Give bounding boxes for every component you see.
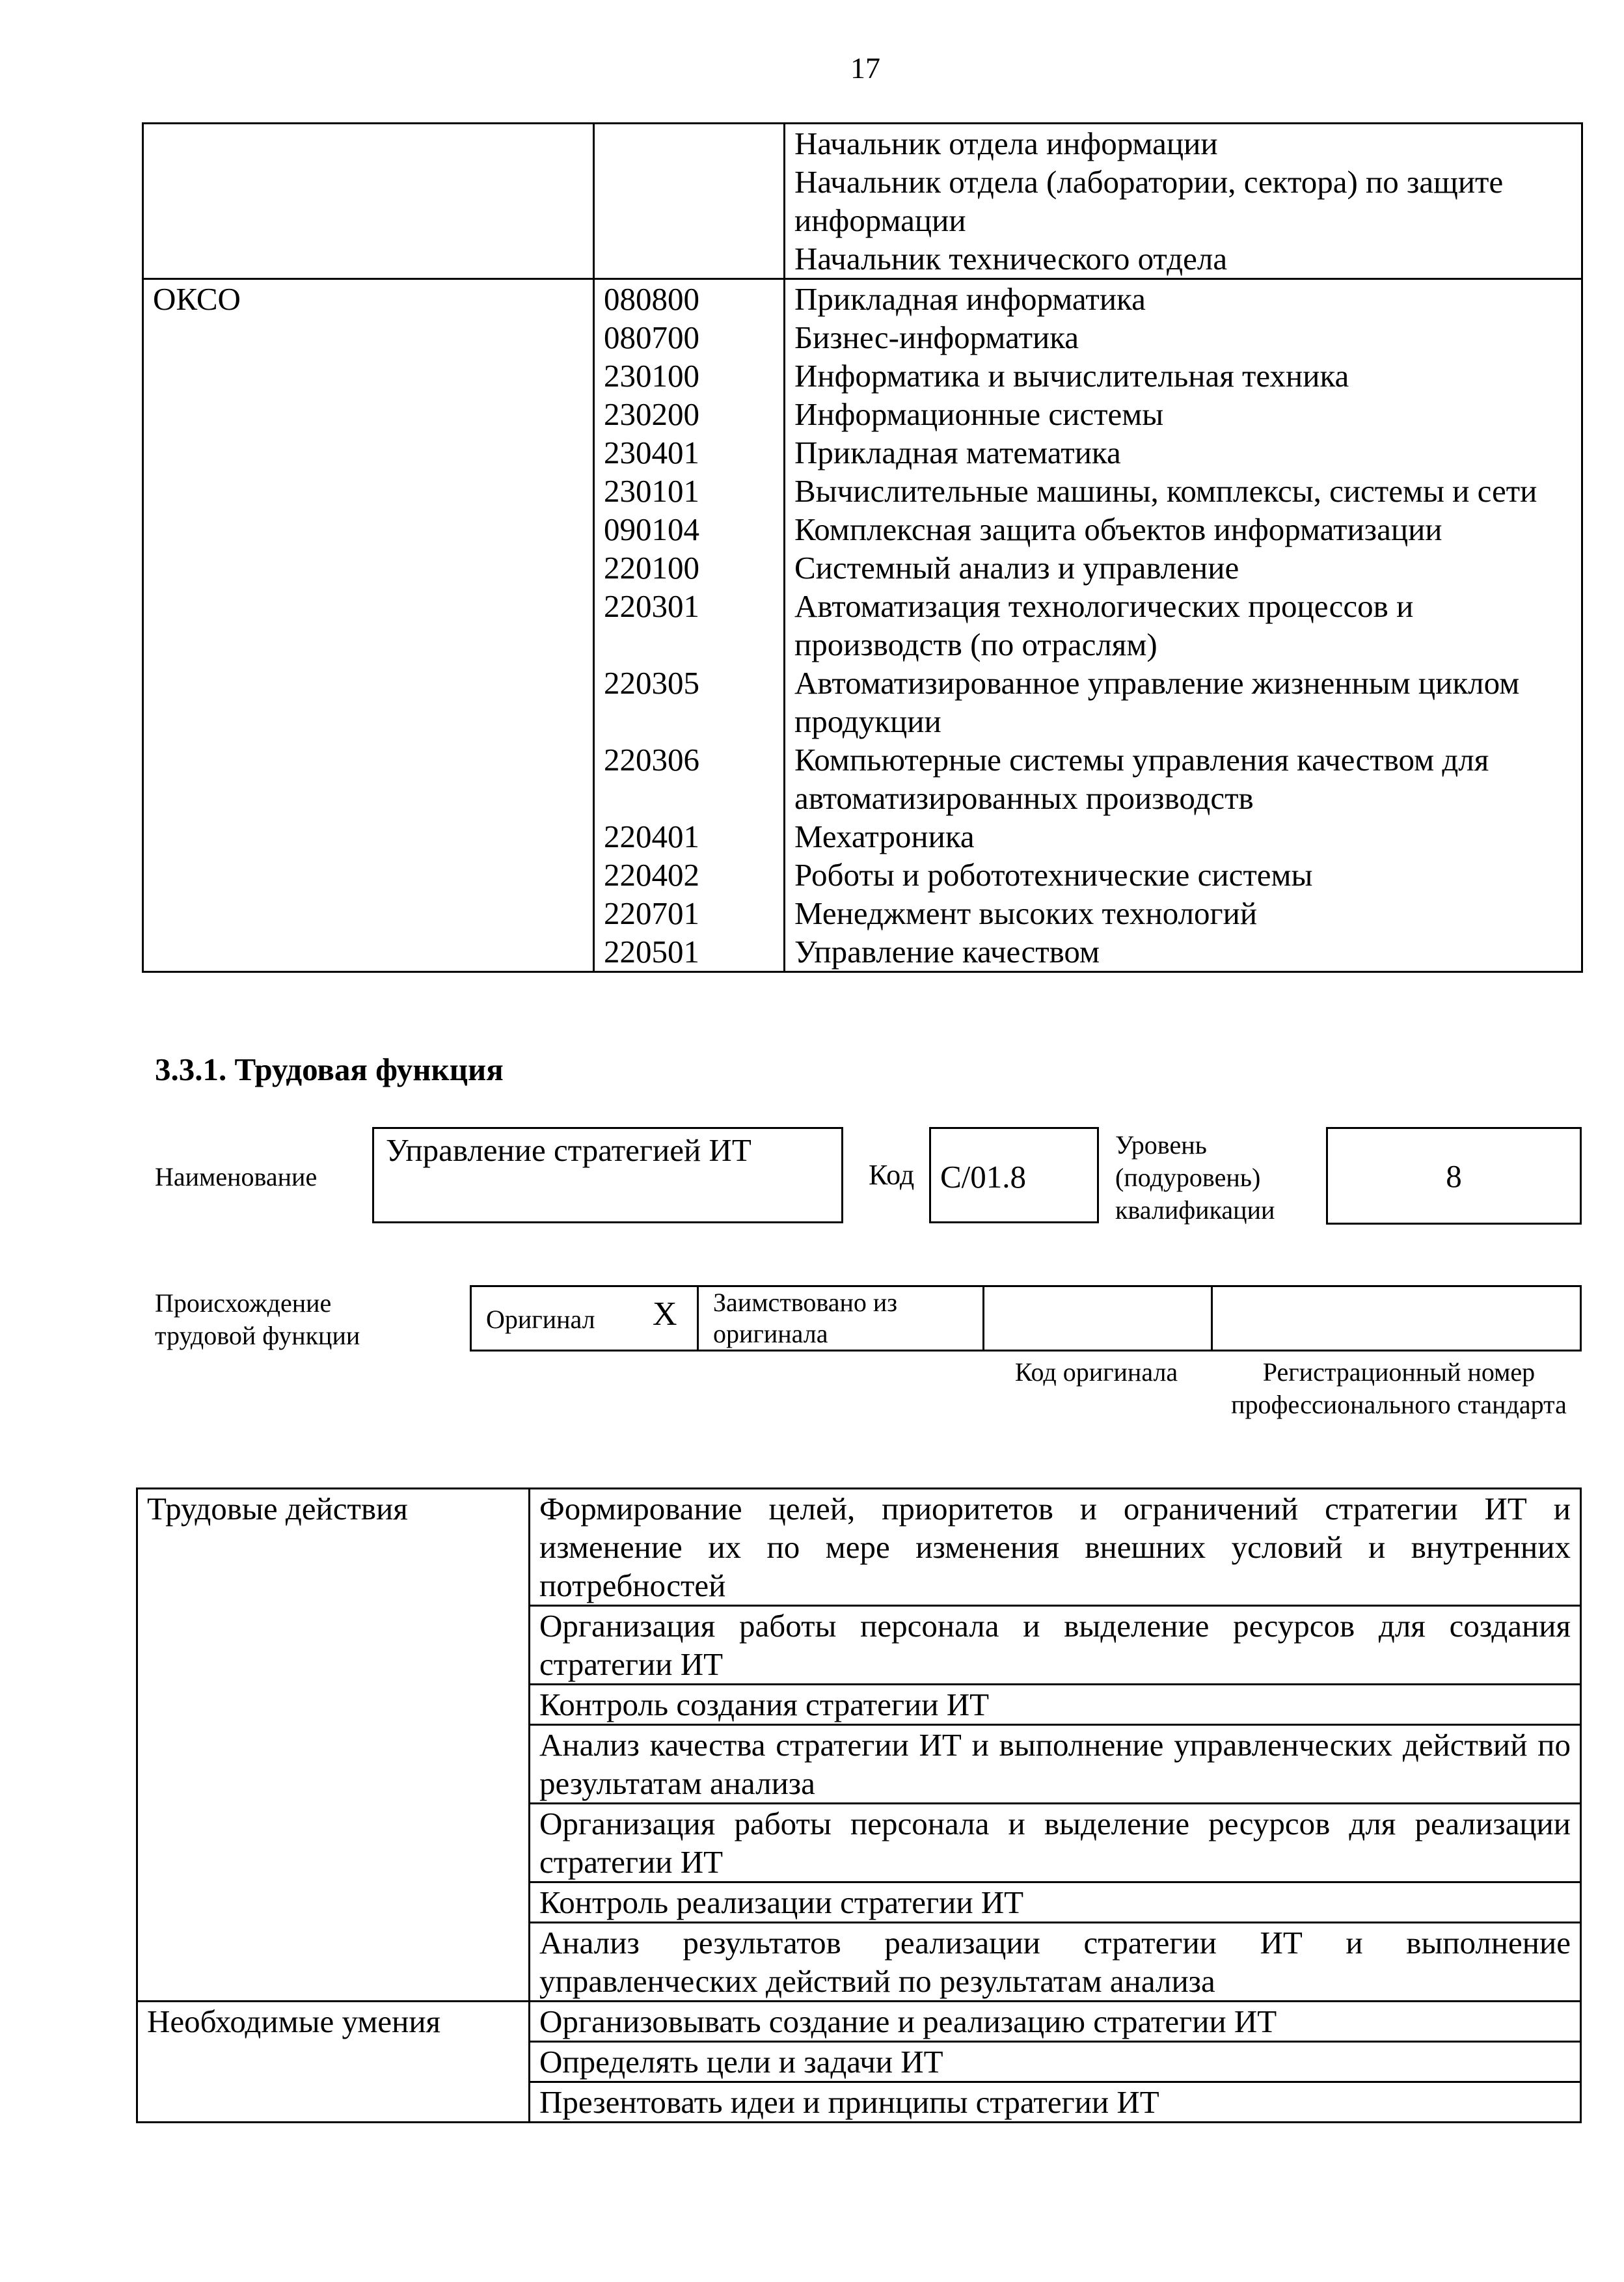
- group-item: Организация работы персонала и выделение ресурсов для реализации стратегии ИТ: [530, 1804, 1581, 1882]
- cell: [594, 124, 785, 279]
- table-row: [137, 2002, 1581, 2042]
- okso-code: 220401: [594, 817, 785, 856]
- group-label: Необходимые умения: [137, 2002, 530, 2123]
- code-original-cell: [982, 1285, 1213, 1352]
- level-label: [1115, 1129, 1275, 1227]
- labor-function-table: [136, 1487, 1582, 2123]
- okso-name: Информатика и вычислительная техника: [785, 357, 1582, 395]
- group-item: Анализ качества стратегии ИТ и выполнение управленческих действий по результатам анализа: [530, 1725, 1581, 1804]
- reg-number-caption: Регистрационный номер профессионального стандарта: [1231, 1357, 1567, 1419]
- section-heading: 3.3.1. Трудовая функция: [155, 1052, 504, 1087]
- okso-name: Мехатроника: [785, 817, 1582, 856]
- okso-name: Комплексная защита объектов информатизации: [785, 510, 1582, 549]
- okso-name: Вычислительные машины, комплексы, системы и сети: [785, 472, 1582, 510]
- okso-code: 080700: [594, 318, 785, 357]
- okso-label: ОКСО: [143, 279, 594, 972]
- original-label: Оригинал: [486, 1305, 595, 1334]
- okso-name: Прикладная математика: [785, 433, 1582, 472]
- code-value-box: [929, 1127, 1099, 1223]
- okso-code: 220100: [594, 549, 785, 587]
- okso-name: Автоматизация технологических процессов и производств (по отраслям): [785, 587, 1582, 664]
- okso-code: 220305: [594, 664, 785, 740]
- level-label-line: (подуровень): [1115, 1163, 1261, 1192]
- level-label-line: квалификации: [1115, 1195, 1275, 1225]
- okso-code: 080800: [594, 279, 785, 319]
- table-row: [137, 1489, 1581, 1606]
- group-item: Презентовать идеи и принципы стратегии ИТ: [530, 2082, 1581, 2123]
- okso-code: 220402: [594, 856, 785, 894]
- group-item: Контроль создания стратегии ИТ: [530, 1685, 1581, 1725]
- group-item: Определять цели и задачи ИТ: [530, 2042, 1581, 2082]
- original-mark: X: [653, 1296, 677, 1333]
- okso-name: Компьютерные системы управления качеством для автоматизированных производств: [785, 740, 1582, 817]
- okso-code: 230101: [594, 472, 785, 510]
- group-item: Анализ результатов реализации стратегии ИТ и выполнение управленческих действий по результатам анализа: [530, 1923, 1581, 2002]
- borrowed-cell: [697, 1285, 984, 1352]
- group-item: Формирование целей, приоритетов и ограничений стратегии ИТ и изменение их по мере изменения внешних условий и внутренних потребностей: [530, 1489, 1581, 1606]
- position-title: Начальник технического отдела: [794, 241, 1228, 277]
- group-item: Организовывать создание и реализацию стратегии ИТ: [530, 2002, 1581, 2042]
- name-value-box: [372, 1127, 843, 1223]
- okso-name: Управление качеством: [785, 932, 1582, 972]
- okso-code: 230401: [594, 433, 785, 472]
- code-original-caption: Код оригинала: [1014, 1357, 1178, 1387]
- okso-name: Автоматизированное управление жизненным циклом продукции: [785, 664, 1582, 740]
- level-value-box: [1326, 1127, 1582, 1225]
- origin-label-line: Происхождение: [155, 1288, 332, 1318]
- origin-label-line: трудовой функции: [155, 1321, 360, 1350]
- okso-code: 220701: [594, 894, 785, 932]
- position-title: Начальник отдела (лаборатории, сектора) по защите информации: [794, 164, 1504, 238]
- okso-name: Бизнес-информатика: [785, 318, 1582, 357]
- position-title: Начальник отдела информации: [794, 126, 1218, 161]
- okso-code: 090104: [594, 510, 785, 549]
- okso-name: Прикладная информатика: [785, 279, 1582, 319]
- borrowed-label: Заимствовано из оригинала: [713, 1288, 898, 1348]
- position-list-cell: [785, 124, 1582, 279]
- okso-name: Информационные системы: [785, 395, 1582, 433]
- okso-name: Роботы и робототехнические системы: [785, 856, 1582, 894]
- okso-code: 220301: [594, 587, 785, 664]
- group-label: Трудовые действия: [137, 1489, 530, 2002]
- page-number: 17: [850, 51, 880, 85]
- cell: [143, 124, 594, 279]
- group-item: Контроль реализации стратегии ИТ: [530, 1882, 1581, 1923]
- origin-label: [155, 1287, 360, 1352]
- code-label: Код: [869, 1159, 915, 1191]
- name-label: Наименование: [155, 1162, 318, 1191]
- level-label-line: Уровень: [1115, 1130, 1207, 1160]
- okso-table: [142, 122, 1583, 973]
- original-cell: [470, 1285, 699, 1352]
- okso-code: 230100: [594, 357, 785, 395]
- code-value: C/01.8: [940, 1159, 1027, 1195]
- reg-number-cell: [1211, 1285, 1582, 1352]
- okso-name: Менеджмент высоких технологий: [785, 894, 1582, 932]
- okso-code: 220306: [594, 740, 785, 817]
- table-row: [143, 124, 1582, 279]
- okso-row: [143, 279, 1582, 319]
- okso-code: 220501: [594, 932, 785, 972]
- name-value: Управление стратегией ИТ: [386, 1132, 751, 1168]
- okso-code: 230200: [594, 395, 785, 433]
- okso-name: Системный анализ и управление: [785, 549, 1582, 587]
- level-value: 8: [1446, 1158, 1462, 1194]
- group-item: Организация работы персонала и выделение ресурсов для создания стратегии ИТ: [530, 1606, 1581, 1685]
